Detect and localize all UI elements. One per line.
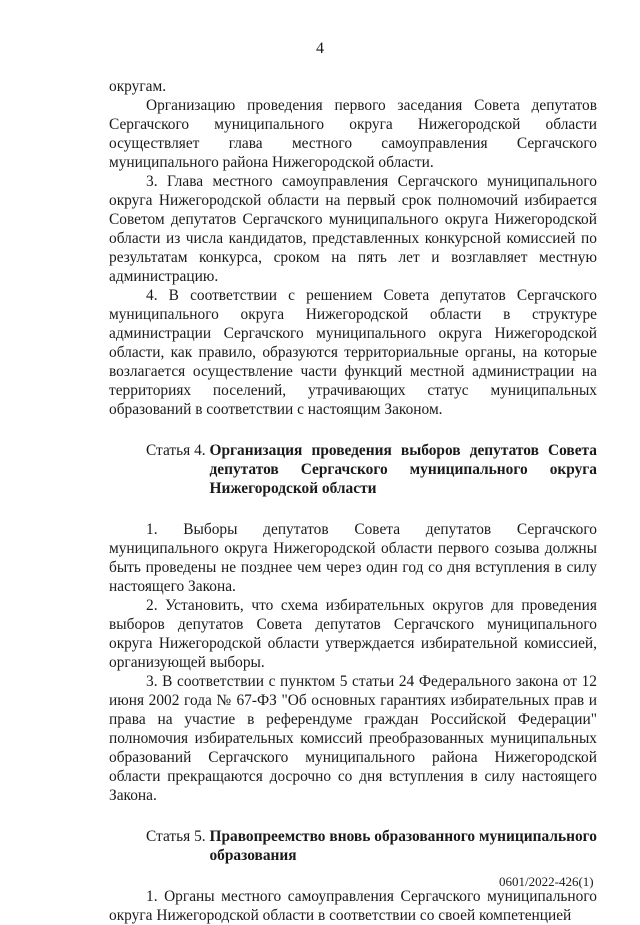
paragraph: 3. В соответствии с пунктом 5 статьи 24 Федерального закона от 12 июня 2002 года № 67-ФЗ "Об основных гарантиях избирательных прав и права на участие в референдуме граждан Российской Федерации" полномочия избирательных комиссий преобразованных муниципальных образований Сергачского муниципального района Нижегородской области прекращаются досрочно со дня вступления в силу настоящего Закона. (109, 673, 597, 804)
document-body (109, 77, 597, 925)
paragraph: 2. Установить, что схема избирательных округов для проведения выборов депутатов Совета депутатов Сергачского муниципального округа Нижегородской области утверждается избирательной комиссией, организующей выборы. (109, 597, 597, 671)
section-top (109, 77, 597, 419)
page-number: 4 (316, 40, 324, 57)
article-4-heading (109, 441, 597, 498)
section-article-4 (109, 520, 597, 805)
paragraph: 4. В соответствии с решением Совета депутатов Сергачского муниципального округа Нижегородской области в структуре администрации Сергачского муниципального округа Нижегородской области, как правило, образуются территориальные органы, на которые возлагается осуществление части функций местной администрации на территориях поселений, утрачивающих статус муниципальных образований в соответствии с настоящим Законом. (109, 287, 597, 418)
article-label: Статья 5. (146, 828, 210, 845)
paragraph: округам. (109, 78, 167, 95)
paragraph: 3. Глава местного самоуправления Сергачского муниципального округа Нижегородской области на первый срок полномочий избирается Советом депутатов Сергачского муниципального округа Нижегородской области из числа кандидатов, представленных конкурсной комиссией по результатам конкурса, сроком на пять лет и возглавляет местную администрацию. (109, 173, 597, 285)
article-title: Правопреемство вновь образованного муниципального образования (209, 828, 597, 864)
paragraph: 1. Органы местного самоуправления Сергачского муниципального округа Нижегородской области в соответствии со своей компетенцией (109, 888, 597, 924)
paragraph: Организацию проведения первого заседания Совета депутатов Сергачского муниципального округа Нижегородской области осуществляет глава местного самоуправления Сергачского муниципального района Нижегородской области. (109, 97, 597, 171)
article-title: Организация проведения выборов депутатов Совета депутатов Сергачского муниципального округа Нижегородской области (209, 442, 597, 497)
paragraph: 1. Выборы депутатов Совета депутатов Сергачского муниципального округа Нижегородской области первого созыва должны быть проведены не позднее чем через один год со дня вступления в силу настоящего Закона. (109, 521, 597, 595)
section-article-5 (109, 887, 597, 925)
article-5-heading (109, 827, 597, 865)
article-label: Статья 4. (146, 442, 210, 459)
document-code: 0601/2022-426(1) (499, 874, 594, 889)
